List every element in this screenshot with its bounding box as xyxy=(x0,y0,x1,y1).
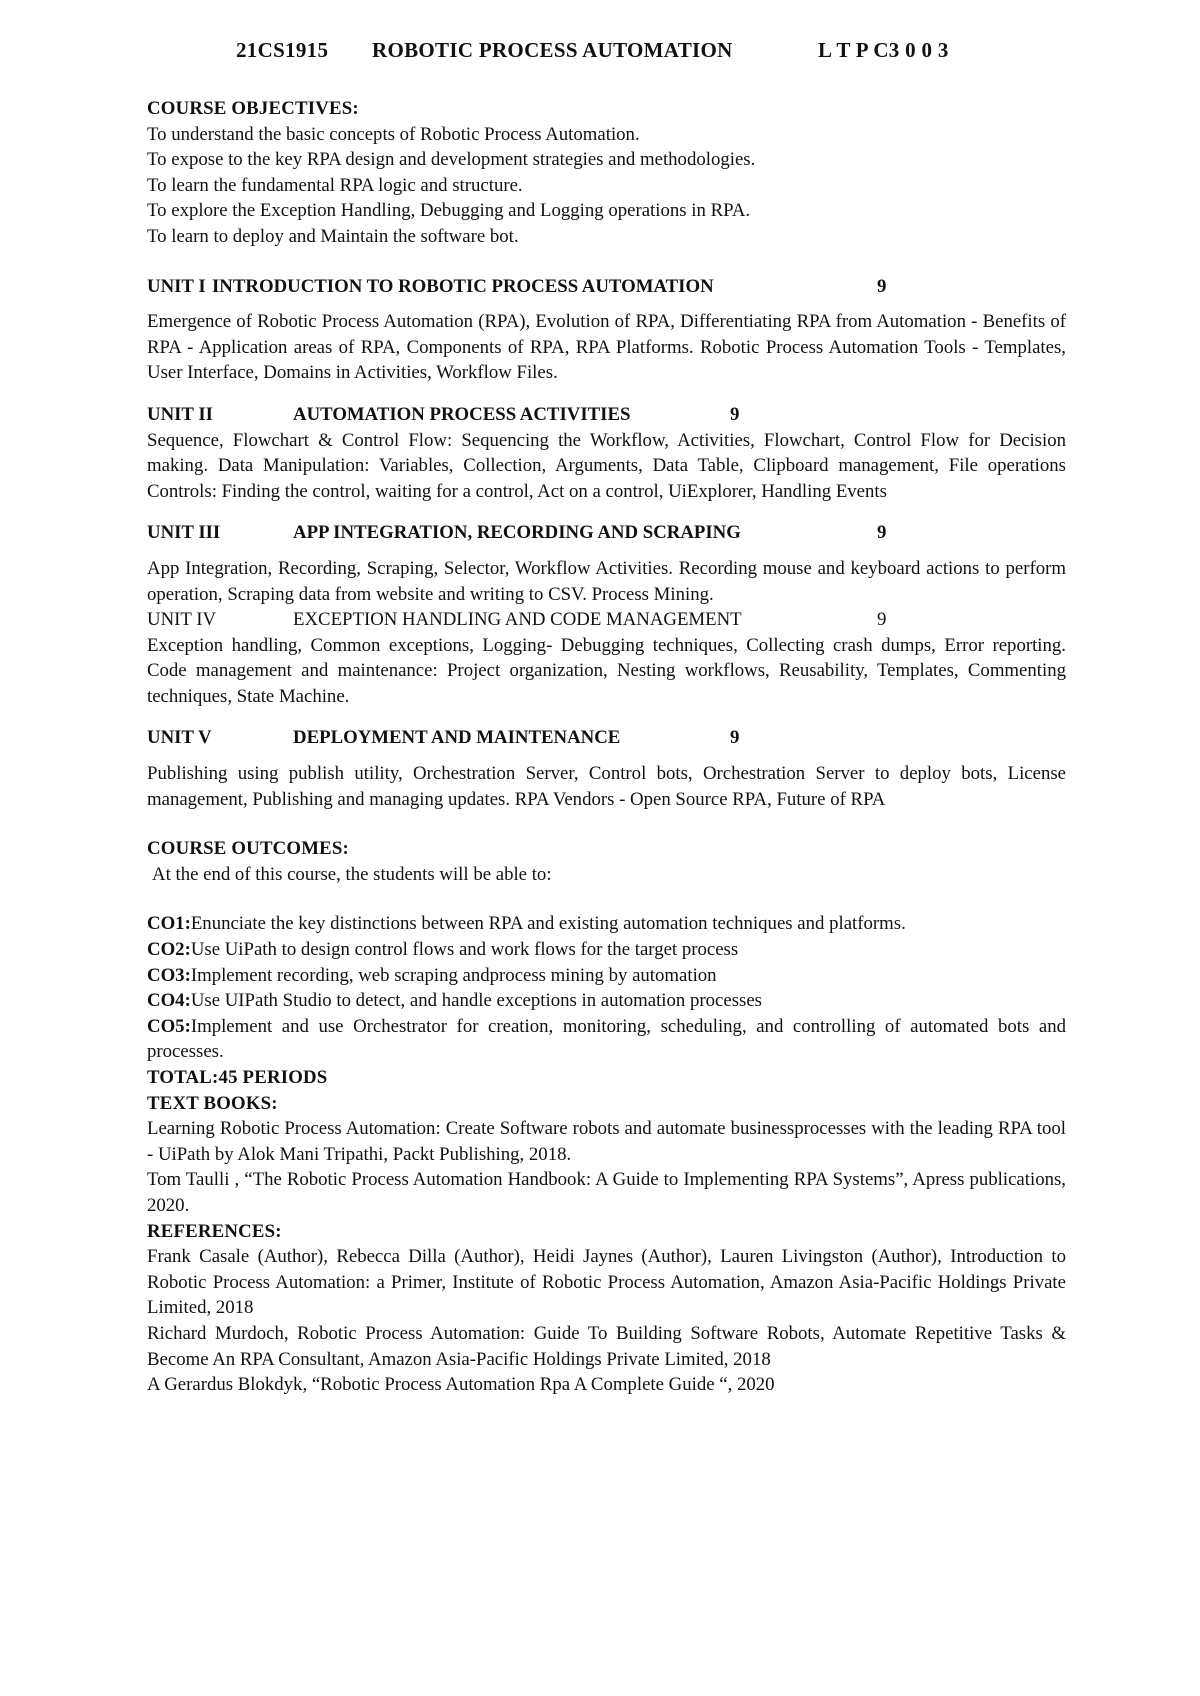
unit-3-section xyxy=(147,520,1066,607)
references-heading: REFERENCES: xyxy=(147,1220,282,1242)
outcome-text: Use UIPath Studio to detect, and handle exceptions in automation processes xyxy=(190,990,762,1012)
outcomes-heading: COURSE OUTCOMES: xyxy=(147,838,349,860)
objective-item: To explore the Exception Handling, Debugging and Logging operations in RPA. xyxy=(147,200,751,222)
reference-item: A Gerardus Blokdyk, “Robotic Process Automation Rpa A Complete Guide “, 2020 xyxy=(147,1374,775,1396)
outcome-text: Implement recording, web scraping andprocess mining by automation xyxy=(190,964,717,986)
objective-item: To expose to the key RPA design and development strategies and methodologies. xyxy=(147,149,756,171)
reference-item: Richard Murdoch, Robotic Process Automation: Guide To Building Software Robots, Automate Repetitive Tasks & Become An RPA Consultant, Amazon Asia-Pacific Holdings Private Limited, 2018 xyxy=(147,1322,1066,1370)
unit-label: UNIT III xyxy=(147,522,221,544)
unit-hours: 9 xyxy=(730,727,740,749)
objectives-heading: COURSE OBJECTIVES: xyxy=(147,98,359,119)
unit-1-heading xyxy=(147,274,1066,300)
objective-item: To learn to deploy and Maintain the software bot. xyxy=(147,225,519,247)
objective-item: To learn the fundamental RPA logic and structure. xyxy=(147,174,523,196)
unit-hours: 9 xyxy=(730,403,740,425)
unit-content: Publishing using publish utility, Orchestration Server, Control bots, Orchestration Server to deploy bots, License management, Publishing and managing updates. RPA Vendors - Open Source RPA, Future of RPA xyxy=(147,763,1066,810)
textbook-item: Learning Robotic Process Automation: Create Software robots and automate businessprocesses with the leading RPA tool - UiPath by Alok Mani Tripathi, Packt Publishing, 2018. xyxy=(147,1118,1066,1165)
unit-title: APP INTEGRATION, RECORDING AND SCRAPING xyxy=(293,522,741,544)
outcome-label: CO2: xyxy=(147,939,191,961)
unit-title: INTRODUCTION TO ROBOTIC PROCESS AUTOMATION xyxy=(212,275,714,297)
syllabus-content xyxy=(147,96,1066,1398)
textbook-item: Tom Taulli , “The Robotic Process Automation Handbook: A Guide to Implementing RPA Systems”, Apress publications, 2020. xyxy=(147,1169,1066,1216)
outcome-item xyxy=(147,911,1066,937)
textbooks-section xyxy=(147,1091,1066,1219)
objectives-section xyxy=(147,96,1066,250)
unit-content: App Integration, Recording, Scraping, Selector, Workflow Activities. Recording mouse and keyboard actions to perform operation, Scraping data from website and writing to CSV. Process Mining. xyxy=(147,557,1066,605)
unit-label: UNIT II xyxy=(147,403,213,425)
outcomes-intro: At the end of this course, the students will be able to: xyxy=(152,863,552,885)
unit-label: UNIT V xyxy=(147,727,212,749)
outcome-item xyxy=(147,1014,1066,1065)
total-periods: TOTAL:45 PERIODS xyxy=(147,1067,328,1088)
unit-5-section xyxy=(147,725,1066,812)
objective-item: To understand the basic concepts of Robotic Process Automation. xyxy=(147,123,640,145)
course-title: ROBOTIC PROCESS AUTOMATION xyxy=(372,38,733,62)
unit-5-heading xyxy=(147,725,1066,751)
unit-content: Sequence, Flowchart & Control Flow: Sequencing the Workflow, Activities, Flowchart, Control Flow for Decision making. Data Manipulation: Variables, Collection, Arguments, Data Table, Clipboard management, File operations Controls: Finding the control, waiting for a control, Act on a control, UiExplorer, Handling Events xyxy=(147,429,1066,502)
unit-2-section xyxy=(147,402,1066,504)
outcome-label: CO3: xyxy=(147,964,191,986)
unit-content: Exception handling, Common exceptions, Logging- Debugging techniques, Collecting crash dumps, Error reporting. Code management and maintenance: Project organization, Nesting workflows, Reusability, Templates, Commenting techniques, State Machine. xyxy=(147,634,1066,707)
outcome-item xyxy=(147,988,1066,1014)
reference-item: Frank Casale (Author), Rebecca Dilla (Author), Heidi Jaynes (Author), Lauren Livingston (Author), Introduction to Robotic Process Automation: a Primer, Institute of Robotic Process Automation, Amazon Asia-Pacific Holdings Private Limited, 2018 xyxy=(147,1246,1066,1319)
unit-1-section xyxy=(147,274,1066,386)
unit-label: UNIT IV xyxy=(147,609,217,631)
unit-2-heading xyxy=(147,402,1066,428)
unit-hours: 9 xyxy=(877,522,887,544)
course-code: 21CS1915 xyxy=(236,38,329,62)
outcome-text: Enunciate the key distinctions between RPA and existing automation techniques and platforms. xyxy=(190,913,906,935)
unit-title: DEPLOYMENT AND MAINTENANCE xyxy=(293,727,621,749)
references-section xyxy=(147,1219,1066,1398)
textbooks-heading: TEXT BOOKS: xyxy=(147,1092,278,1114)
unit-content: Emergence of Robotic Process Automation (RPA), Evolution of RPA, Differentiating RPA from Automation - Benefits of RPA - Application areas of RPA, Components of RPA, RPA Platforms. Robotic Process Automation Tools - Templates, User Interface, Domains in Activities, Workflow Files. xyxy=(147,311,1066,384)
outcome-label: CO1: xyxy=(147,913,191,935)
unit-title: AUTOMATION PROCESS ACTIVITIES xyxy=(293,403,631,425)
unit-4-section xyxy=(147,607,1066,709)
outcome-label: CO5: xyxy=(147,1015,191,1037)
unit-4-heading xyxy=(147,607,1066,633)
outcome-item xyxy=(147,937,1066,963)
outcome-text: Implement and use Orchestrator for creation, monitoring, scheduling, and controlling of automated bots and processes. xyxy=(147,1015,1066,1063)
unit-label: UNIT I xyxy=(147,275,206,297)
unit-hours: 9 xyxy=(877,275,887,297)
unit-3-heading xyxy=(147,520,1066,546)
outcome-item xyxy=(147,963,1066,989)
unit-hours: 9 xyxy=(877,609,887,631)
unit-title: EXCEPTION HANDLING AND CODE MANAGEMENT xyxy=(293,609,742,631)
ltpc-credits: L T P C3 0 0 3 xyxy=(818,38,949,62)
outcome-label: CO4: xyxy=(147,990,191,1012)
outcome-text: Use UiPath to design control flows and work flows for the target process xyxy=(190,939,739,961)
outcomes-section xyxy=(147,836,1066,1065)
